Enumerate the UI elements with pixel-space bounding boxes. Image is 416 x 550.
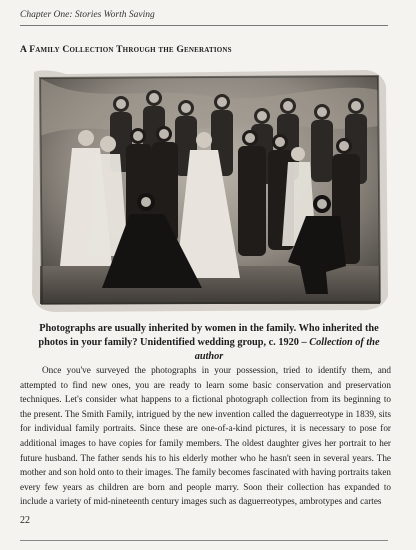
footer-divider (20, 540, 388, 541)
page-number: 22 (20, 515, 30, 526)
photo-caption (26, 322, 392, 364)
section-heading: A Family Collection Through the Generations (20, 44, 232, 55)
wedding-group-photo (26, 66, 392, 316)
body-paragraph: Once you've surveyed the photographs in your possession, tried to identify them, and attempted to find new ones, you are ready to learn some basic conservation and preservation techniques. Let's consider what happens to a fictional photograph collection from its beginning to the present. The Smith Family, intrigued by the new invention called the daguerreotype in 1839, sits for individual family portraits. Since these are one-of-a-kind pictures, it is necessary to pose for additional images to have copies for family members. The oldest daughter gives her portrait to her future husband. The father sends his to his elderly mother who he hasn't seen in several years. The mother and son hold onto to their images. The family becomes fascinated with having portraits taken every few years as children are born and people marry. Soon their collection has expanded to include a variety of mid-nineteenth century images such as daguerreotypes, ambrotypes and cartes (20, 365, 391, 507)
caption-credit: Collection of the author (194, 337, 380, 362)
header-divider (20, 25, 388, 26)
caption-text: Photographs are usually inherited by women in the family. Who inherited the photos in your family? Unidentified wedding group, c. 1920 – (38, 323, 379, 348)
running-header: Chapter One: Stories Worth Saving (20, 10, 155, 20)
